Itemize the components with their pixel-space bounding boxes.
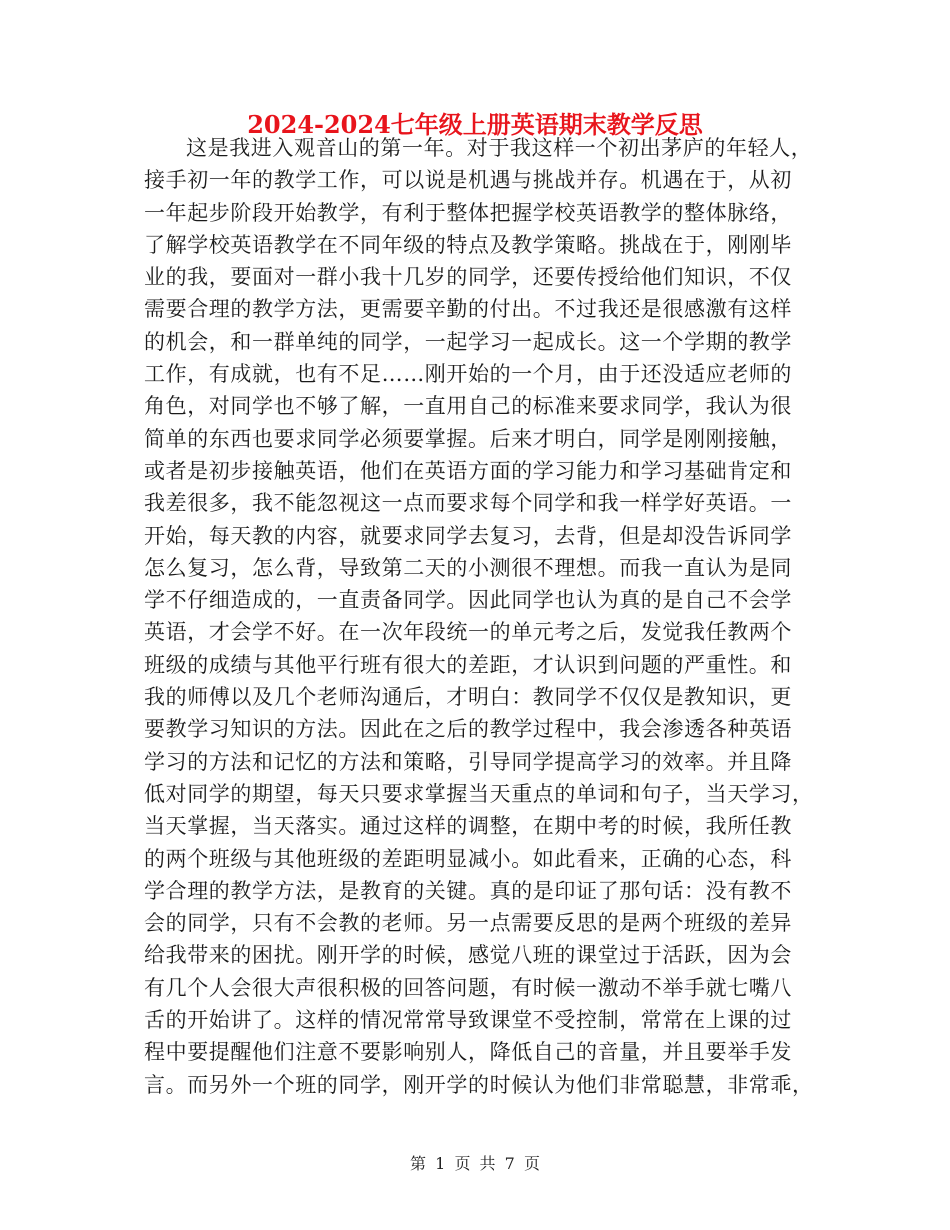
text-line: 业的我，要面对一群小我十几岁的同学，还要传授给他们知识，不仅 xyxy=(144,265,792,290)
document-body xyxy=(144,132,814,1101)
text-line: 我差很多，我不能忽视这一点而要求每个同学和我一样学好英语。一 xyxy=(144,491,792,516)
text-line: 的机会，和一群单纯的同学，一起学习一起成长。这一个学期的教学 xyxy=(144,329,792,354)
text-line: 学合理的教学方法，是教育的关键。真的是印证了那句话：没有教不 xyxy=(144,878,792,903)
text-line: 开始，每天教的内容，就要求同学去复习，去背，但是却没告诉同学 xyxy=(144,523,792,548)
text-line: 简单的东西也要求同学必须要掌握。后来才明白，同学是刚刚接触， xyxy=(144,426,792,451)
page-footer xyxy=(0,1153,950,1175)
document-title: 2024-2024七年级上册英语期末教学反思 xyxy=(247,110,703,139)
text-line: 学习的方法和记忆的方法和策略，引导同学提高学习的效率。并且降 xyxy=(144,749,792,774)
total-pages-number: 7 xyxy=(504,1154,515,1173)
footer-suffix: 页 xyxy=(523,1154,540,1173)
text-line: 有几个人会很大声很积极的回答问题，有时候一激动不举手就七嘴八 xyxy=(144,975,792,1000)
text-line: 一年起步阶段开始教学，有利于整体把握学校英语教学的整体脉络， xyxy=(144,200,792,225)
text-line: 言。而另外一个班的同学，刚开学的时候认为他们非常聪慧，非常乖， xyxy=(144,1072,814,1097)
footer-total-label: 共 xyxy=(479,1154,496,1173)
text-line: 了解学校英语教学在不同年级的特点及教学策略。挑战在于，刚刚毕 xyxy=(144,232,792,257)
text-line: 要教学习知识的方法。因此在之后的教学过程中，我会渗透各种英语 xyxy=(144,717,792,742)
text-line: 班级的成绩与其他平行班有很大的差距，才认识到问题的严重性。和 xyxy=(144,652,792,677)
text-line: 接手初一年的教学工作，可以说是机遇与挑战并存。机遇在于，从初 xyxy=(144,168,792,193)
text-line: 给我带来的困扰。刚开学的时候，感觉八班的课堂过于活跃，因为会 xyxy=(144,943,792,968)
text-line: 角色，对同学也不够了解，一直用自己的标准来要求同学，我认为很 xyxy=(144,394,792,419)
footer-prefix: 第 xyxy=(410,1154,427,1173)
text-line: 的两个班级与其他班级的差距明显减小。如此看来，正确的心态，科 xyxy=(144,846,792,871)
text-line: 舌的开始讲了。这样的情况常常导致课堂不受控制，常常在上课的过 xyxy=(144,1008,792,1033)
text-line: 英语，才会学不好。在一次年段统一的单元考之后，发觉我任教两个 xyxy=(144,620,792,645)
text-line: 工作，有成就，也有不足……刚开始的一个月，由于还没适应老师的 xyxy=(144,362,792,387)
text-line: 程中要提醒他们注意不要影响别人，降低自己的音量，并且要举手发 xyxy=(144,1040,792,1065)
text-line: 或者是初步接触英语，他们在英语方面的学习能力和学习基础肯定和 xyxy=(144,458,792,483)
text-line: 这是我进入观音山的第一年。对于我这样一个初出茅庐的年轻人， xyxy=(186,136,813,160)
text-line: 低对同学的期望，每天只要求掌握当天重点的单词和句子，当天学习， xyxy=(144,781,814,806)
text-line: 学不仔细造成的，一直责备同学。因此同学也认为真的是自己不会学 xyxy=(144,588,792,613)
text-line: 会的同学，只有不会教的老师。另一点需要反思的是两个班级的差异 xyxy=(144,911,792,936)
text-line: 当天掌握，当天落实。通过这样的调整，在期中考的时候，我所任教 xyxy=(144,814,792,839)
text-line: 需要合理的教学方法，更需要辛勤的付出。不过我还是很感激有这样 xyxy=(144,297,792,322)
text-line: 我的师傅以及几个老师沟通后，才明白：教同学不仅仅是教知识，更 xyxy=(144,685,792,710)
footer-page-label: 页 xyxy=(454,1154,471,1173)
text-line: 怎么复习，怎么背，导致第二天的小测很不理想。而我一直认为是同 xyxy=(144,555,792,580)
current-page-number: 1 xyxy=(435,1154,446,1173)
